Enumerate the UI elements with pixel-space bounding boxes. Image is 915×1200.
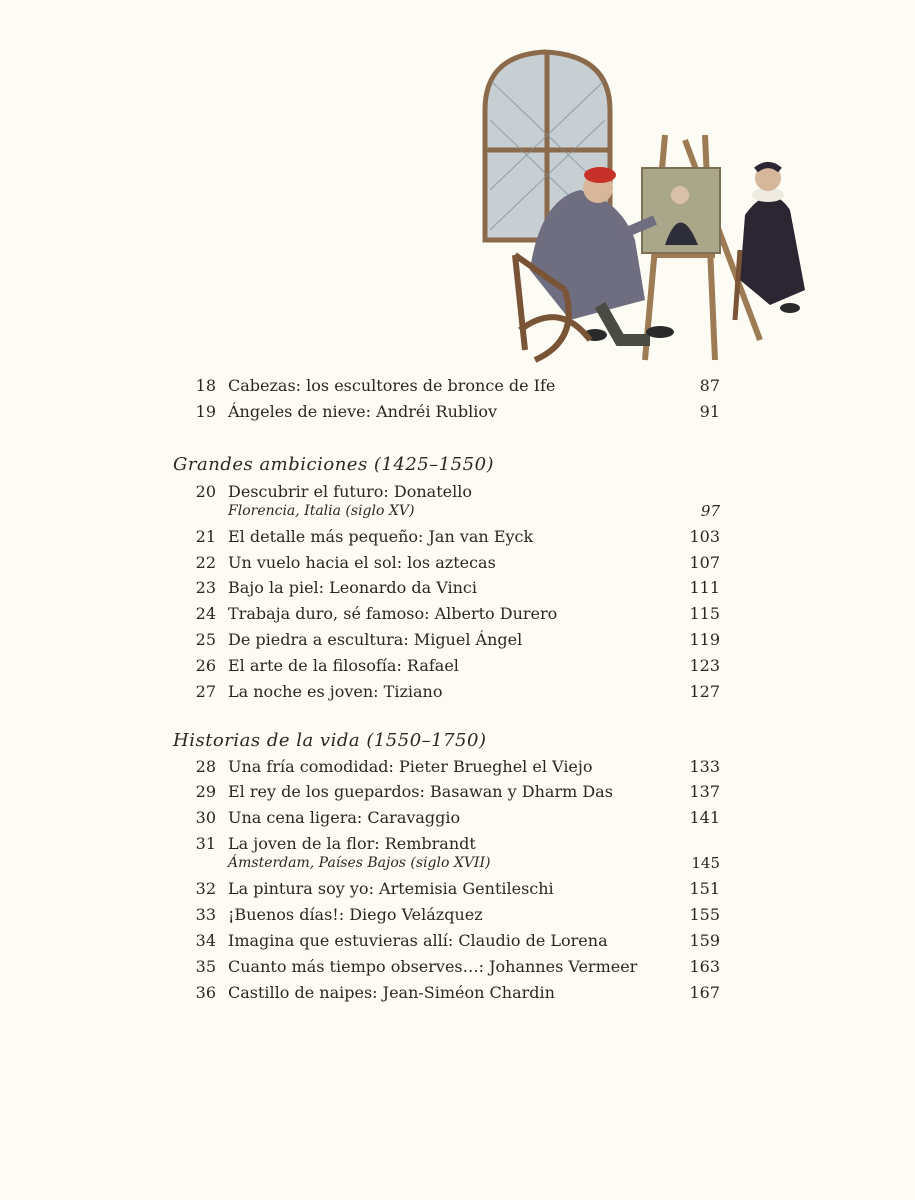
entry-number: 34 — [195, 931, 216, 950]
entry-title: Trabaja duro, sé famoso: Alberto Durero — [228, 604, 558, 623]
entry-number: 21 — [195, 527, 216, 546]
entry-number: 28 — [195, 757, 216, 776]
entry-title: Ángeles de nieve: Andréi Rubliov — [228, 402, 498, 421]
entry-number: 20 — [195, 482, 216, 501]
entry-page: 155 — [689, 905, 720, 924]
entry-number: 18 — [195, 376, 216, 395]
entry-number: 22 — [195, 553, 216, 572]
entry-number: 35 — [195, 957, 216, 976]
entry-title: La pintura soy yo: Artemisia Gentileschi — [228, 879, 554, 898]
entry-page: 87 — [699, 376, 720, 395]
entry-page: 97 — [700, 502, 720, 520]
entry-number: 19 — [195, 402, 216, 421]
entry-title: Descubrir el futuro: Donatello — [228, 482, 472, 501]
entry-number: 25 — [195, 630, 216, 649]
entry-page: 127 — [689, 682, 720, 701]
entry-title: Cabezas: los escultores de bronce de Ife — [228, 376, 556, 395]
entry-page: 115 — [689, 604, 720, 623]
entry-subtitle: Florencia, Italia (siglo XV) — [228, 503, 415, 519]
entry-title: El detalle más pequeño: Jan van Eyck — [228, 527, 534, 546]
entry-title: Un vuelo hacia el sol: los aztecas — [228, 553, 496, 572]
entry-title: Bajo la piel: Leonardo da Vinci — [228, 578, 477, 597]
entry-title: La noche es joven: Tiziano — [228, 682, 443, 701]
entry-title: ¡Buenos días!: Diego Velázquez — [228, 905, 483, 924]
entry-title: De piedra a escultura: Miguel Ángel — [228, 630, 523, 649]
entry-number: 36 — [195, 983, 216, 1002]
entry-page: 133 — [689, 757, 720, 776]
entry-number: 33 — [195, 905, 216, 924]
entry-page: 91 — [699, 402, 720, 421]
painter-illustration — [470, 40, 830, 370]
entry-title: La joven de la flor: Rembrandt — [228, 834, 476, 853]
entry-page: 119 — [689, 630, 720, 649]
entry-subtitle: Ámsterdam, Países Bajos (siglo XVII) — [228, 855, 491, 871]
entry-title: Una cena ligera: Caravaggio — [228, 808, 461, 827]
entry-page: 167 — [689, 983, 720, 1002]
section-heading: Historias de la vida (1550–1750) — [173, 730, 487, 751]
entry-title: Cuanto más tiempo observes…: Johannes Vermeer — [228, 957, 638, 976]
entry-page: 159 — [689, 931, 720, 950]
entry-page: 151 — [689, 879, 720, 898]
entry-page: 163 — [689, 957, 720, 976]
entry-number: 27 — [195, 682, 216, 701]
entry-page: 145 — [691, 854, 720, 872]
entry-page: 137 — [689, 782, 720, 801]
entry-title: Castillo de naipes: Jean-Siméon Chardin — [228, 983, 555, 1002]
entry-number: 29 — [195, 782, 216, 801]
entry-number: 31 — [195, 834, 216, 853]
entry-page: 141 — [689, 808, 720, 827]
entry-page: 107 — [689, 553, 720, 572]
section-heading: Grandes ambiciones (1425–1550) — [173, 454, 495, 475]
entry-number: 23 — [195, 578, 216, 597]
entry-page: 123 — [689, 656, 720, 675]
entry-page: 103 — [689, 527, 720, 546]
entry-title: Una fría comodidad: Pieter Brueghel el Viejo — [228, 757, 593, 776]
entry-title: El rey de los guepardos: Basawan y Dharm Das — [228, 782, 613, 801]
entry-number: 32 — [195, 879, 216, 898]
entry-title: El arte de la filosofía: Rafael — [228, 656, 459, 675]
entry-page: 111 — [689, 578, 720, 597]
entry-number: 30 — [195, 808, 216, 827]
entry-number: 24 — [195, 604, 216, 623]
entry-title: Imagina que estuvieras allí: Claudio de Lorena — [228, 931, 608, 950]
entry-number: 26 — [195, 656, 216, 675]
